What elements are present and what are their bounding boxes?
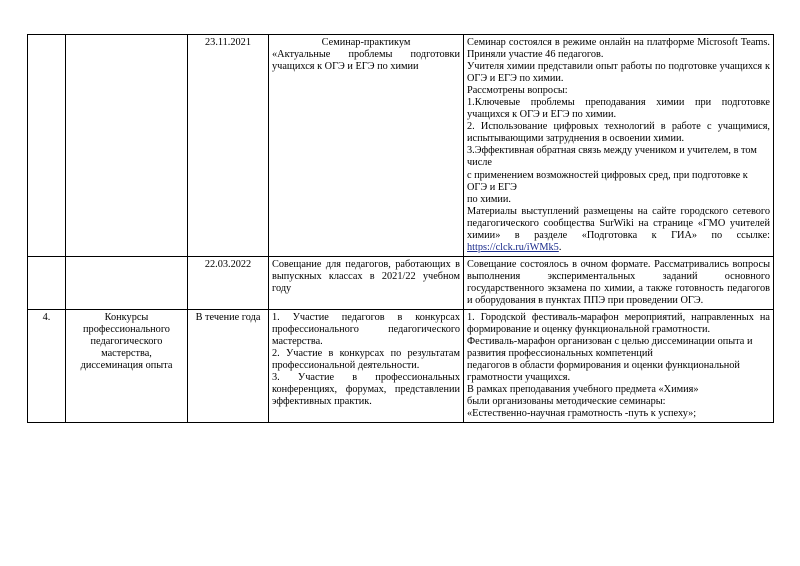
row-content-cell	[269, 256, 464, 309]
row-date-cell	[188, 256, 269, 309]
row-topic-cell	[66, 310, 188, 423]
content-line: Семинар-практикум	[321, 37, 411, 48]
result-line: Учителя химии представили опыт работы по подготовке учащихся к ОГЭ и ЕГЭ по химии.	[467, 61, 770, 85]
result-line: Рассмотрены вопросы:	[467, 85, 568, 97]
result-line: Совещание состоялось в очном формате. Рассматривались вопросы выполнения экспериментальных заданий основного государственного экзамена по химии, а также готовность педагогов и оборудования в пунктах ППЭ при проведении ОГЭ.	[467, 258, 770, 306]
result-line: 2. Использование цифровых технологий в работе с учащимися, испытывающими затруднения в освоении химии.	[467, 121, 770, 145]
table-row	[28, 256, 774, 309]
row-result-cell	[464, 310, 774, 423]
row-date-cell	[188, 310, 269, 423]
result-line-period: .	[558, 241, 562, 253]
row-number-cell	[28, 256, 66, 309]
row-number-cell	[28, 35, 66, 257]
result-line: 1.Ключевые проблемы преподавания химии при подготовке учащихся к ОГЭ и ЕГЭ по химии.	[467, 97, 770, 121]
result-line: «Естественно-научная грамотность -путь к успеху»;	[467, 408, 697, 420]
row-date: В течение года	[195, 312, 261, 324]
content-line: 3. Участие в профессиональных конференциях, форумах, представлении эффективных практик.	[272, 372, 460, 408]
report-table	[27, 34, 774, 423]
result-line: с применением возможностей цифровых сред, при подготовке к ОГЭ и ЕГЭ	[467, 169, 748, 193]
result-line: Семинар состоялся в режиме онлайн на платформе Microsoft Teams. Приняли участие 46 педагогов.	[467, 37, 770, 61]
row-topic-cell	[66, 35, 188, 257]
result-line-with-link	[467, 206, 770, 254]
row-content-cell	[269, 310, 464, 423]
result-line: Фестиваль-марафон организован с целью диссеминации опыта и развития профессиональных компетенций	[467, 336, 753, 360]
content-line: «Актуальные проблемы подготовки учащихся к ОГЭ и ЕГЭ по химии	[272, 49, 460, 73]
row-topic-cell	[66, 256, 188, 309]
row-date: 22.03.2022	[204, 258, 252, 270]
row-result-cell	[464, 35, 774, 257]
row-result-cell	[464, 256, 774, 309]
result-line: по химии.	[467, 193, 512, 205]
result-line: 1. Городской фестиваль-марафон мероприятий, направленных на формирование и оценку функциональной грамотности.	[467, 312, 770, 336]
row-date-cell	[188, 35, 269, 257]
content-line: Совещание для педагогов, работающих в выпускных классах в 2021/22 учебном году	[272, 258, 460, 294]
result-line: В рамках преподавания учебного предмета «Химия»	[467, 384, 699, 396]
row-number: 4.	[42, 312, 51, 324]
result-line: педагогов в области формирования и оценки функциональной грамотности учащихся.	[467, 360, 740, 384]
table-row	[28, 35, 774, 257]
table-row	[28, 310, 774, 423]
content-line: 2. Участие в конкурсах по результатам профессиональной деятельности.	[272, 348, 460, 372]
row-content-cell	[269, 35, 464, 257]
row-topic: Конкурсы профессионального педагогического мастерства, диссеминация опыта	[80, 312, 173, 372]
row-number-cell	[28, 310, 66, 423]
result-line-text: Материалы выступлений размещены на сайте городского сетевого педагогического сообщества SurWiki на странице «ГМО учителей химии» в разделе «Подготовка к ГИА» по ссылке:	[467, 205, 770, 241]
result-line: 3.Эффективная обратная связь между учеником и учителем, в том числе	[467, 145, 757, 169]
row-date: 23.11.2021	[205, 37, 251, 48]
result-hyperlink[interactable]: https://clck.ru/iWMk5	[467, 241, 559, 253]
result-line: были организованы методические семинары:	[467, 396, 666, 408]
content-line: 1. Участие педагогов в конкурсах профессионального педагогического мастерства.	[272, 312, 460, 348]
